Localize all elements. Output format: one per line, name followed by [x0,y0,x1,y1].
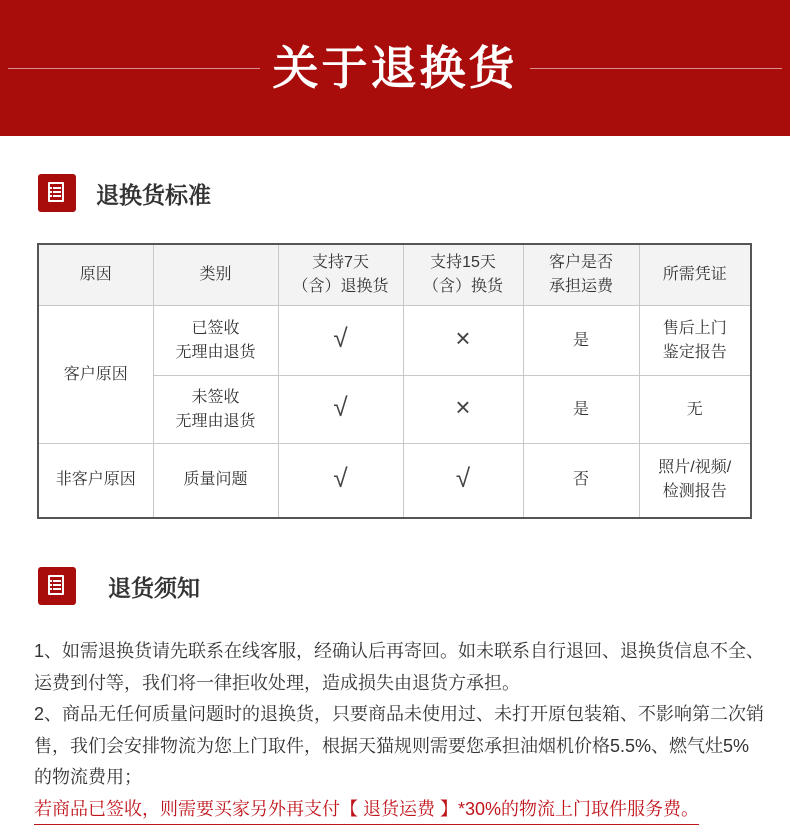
proof-text: 检测报告 [662,483,727,501]
header-text: 所需凭证 [662,266,727,283]
notice-paragraph-1: 1、如需退换货请先联系在线客服，经确认后再寄回。如未联系自行退回、退换货信息不全、运费到付等，我们将一律拒收处理，造成损失由退货方承担。 [34,641,765,693]
check-mark-icon: √ [333,323,348,353]
check-mark-icon: √ [455,462,471,493]
category-cell [153,444,278,518]
banner-title: 关于退换货 [272,42,518,94]
proof-cell [639,444,751,518]
header-text: 支持15天 [430,254,496,271]
section-title: 退换货标准 [96,181,211,208]
freight-cell: 是 [523,376,639,444]
reason-cell: 非客户原因 [38,444,153,518]
support-cell [403,376,523,444]
check-mark-icon: √ [333,392,348,422]
table-row [38,306,751,376]
category-cell [153,306,278,376]
notice-warning: 若商品已签收，则需要买家另外再支付【 退货运费 】*30%的物流上门取件服务费。 [34,795,699,825]
cross-mark-icon: × [455,392,471,422]
support-cell [278,376,403,444]
category-text: 已签收 [191,319,240,337]
section-header-return-standard [38,173,211,213]
header-text: （含）退换货 [292,278,389,295]
proof-cell [639,306,751,376]
document-list-icon [38,174,76,212]
table-header-cell [639,244,751,306]
proof-text: 无 [686,400,703,418]
proof-cell [639,376,751,444]
header-text: 客户是否 [548,254,613,271]
return-policy-table [37,243,752,519]
header-text: 类别 [199,266,232,283]
header-text: 承担运费 [548,278,613,295]
table-header-row [38,244,751,306]
notice-paragraph-2: 2、商品无任何质量问题时的退换货，只要商品未使用过、未打开原包装箱、不影响第二次销售，我们会安排物流为您上门取件，根据天猫规则需要您承担油烟机价格5.5%、燃气灶5%的物流费用； [34,704,765,787]
support-cell [278,444,403,518]
support-cell [278,306,403,376]
category-text: 无理由退货 [175,412,256,430]
table-header-cell [153,244,278,306]
support-cell [403,444,523,518]
return-notice [34,636,764,825]
proof-text: 鉴定报告 [662,343,727,361]
cross-mark-icon: × [455,323,471,353]
document-list-icon [38,567,76,605]
table-header-cell [523,244,639,306]
header-text: 原因 [79,266,112,283]
support-cell [403,306,523,376]
table-header-cell [38,244,153,306]
table-header-cell [278,244,403,306]
check-mark-icon: √ [333,462,348,493]
category-text: 无理由退货 [175,343,256,361]
freight-cell: 否 [523,444,639,518]
header-text: （含）换货 [422,278,503,295]
table-header-cell [403,244,523,306]
proof-text: 照片/视频/ [658,459,732,477]
proof-text: 售后上门 [662,319,727,337]
reason-cell: 客户原因 [38,306,153,444]
section-header-return-notice [38,566,200,606]
category-text: 未签收 [191,388,240,406]
section-title: 退货须知 [108,574,200,601]
category-text: 质量问题 [183,471,248,489]
header-text: 支持7天 [312,254,369,271]
table-row [38,444,751,518]
category-cell [153,376,278,444]
header-banner [0,0,790,136]
freight-cell: 是 [523,306,639,376]
